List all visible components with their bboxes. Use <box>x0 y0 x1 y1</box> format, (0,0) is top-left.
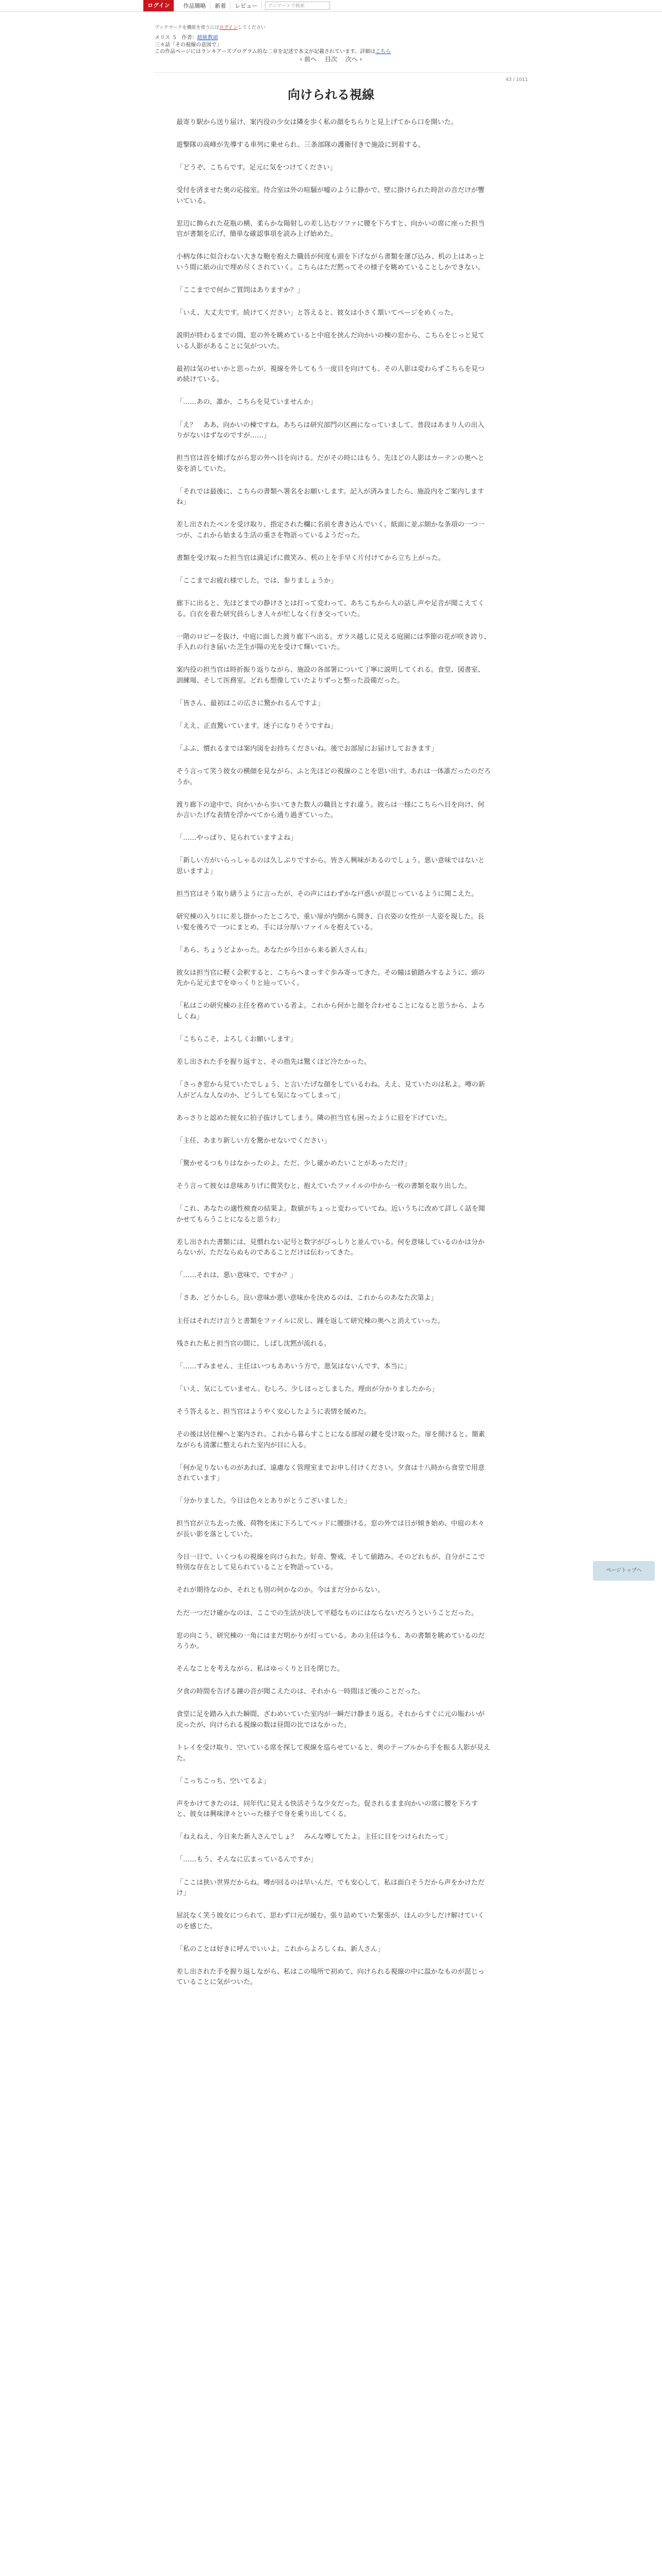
story-paragraph: 食堂に足を踏み入れた瞬間、ざわめいていた室内が一瞬だけ静まり返る。それからすぐに元の賑わいが戻ったが、向けられる視線の数は昼間の比ではなかった。 <box>176 1710 485 1729</box>
story-paragraph: 「ねえねえ、今日来た新人さんでしょ？ みんな噂してたよ。主任に目をつけられたって」 <box>176 1833 452 1841</box>
story-paragraph: 差し出されたペンを受け取り、指定された欄に名前を書き込んでいく。紙面に並ぶ細かな条項の一つ一つが、これから始まる生活の重さを物語っているようだった。 <box>176 521 485 539</box>
story-paragraph: 最初は気のせいかと思ったが、視線を外してもう一度目を向けても、その人影は変わらずこちらを見つめ続けている。 <box>176 365 485 384</box>
series-meta <box>155 33 218 41</box>
story-paragraph: 「……もう、そんなに広まっているんですか」 <box>176 1856 318 1864</box>
author-link[interactable]: 総統教頭 <box>197 35 218 41</box>
series-number: ５ <box>172 35 177 41</box>
notice-login-link[interactable]: ログイン <box>219 25 238 30</box>
story-paragraph: 「どうぞ、こちらです。足元に気をつけてください」 <box>176 164 337 172</box>
story-paragraph: そう答えると、担当官はようやく安心したように表情を緩めた。 <box>176 1408 371 1416</box>
story-paragraph: 夕食の時間を告げる鐘の音が聞こえたのは、それから一時間ほど後のことだった。 <box>176 1688 425 1696</box>
nav-item-2[interactable]: レビュー <box>230 2 262 10</box>
story-paragraph: 渡り廊下の途中で、向かいから歩いてきた数人の職員とすれ違う。彼らは一様にこちらへ目を向け、何か言いたげな表情を浮かべてから通り過ぎていった。 <box>176 801 485 820</box>
story-paragraph: 「さあ、どうかしら。良い意味か悪い意味かを決めるのは、これからのあなた次第よ」 <box>176 1294 438 1302</box>
prev-link[interactable]: ‹ 前へ <box>300 56 317 63</box>
story-paragraph: 「え？ ああ、向かいの棟ですね。あちらは研究部門の区画になっていまして、普段はあまり人の出入りがないはずなのですが……」 <box>176 421 485 440</box>
chapter-line: 三々話「その視線の意図で」 <box>155 42 222 48</box>
notice-text-before: ブックマークを機能を使うには <box>155 25 220 30</box>
story-paragraph: 「こっちこっち、空いてるよ」 <box>176 1777 270 1785</box>
story-paragraph: トレイを受け取り、空いている席を探して視線を巡らせていると、奥のテーブルから手を振る人影が見えた。 <box>176 1744 490 1762</box>
author-label: 作者： <box>181 35 197 41</box>
nav-item-0[interactable]: 作品簡略 <box>179 2 210 10</box>
story-paragraph: 担当官は首を傾げながら窓の外へ目を向ける。だがその時にはもう、先ほどの人影はカーテンの奥へと姿を消していた。 <box>176 454 485 473</box>
story-paragraph: 最寄り駅から送り届け、案内役の少女は隣を歩く私の顔をちらりと見上げてから口を開いた。 <box>176 118 458 126</box>
story-paragraph: 差し出された手を握り返しながら、私はこの場所で初めて、向けられる視線の中に温かなものが混じっていることに気がついた。 <box>176 1968 485 1987</box>
story-paragraph: 「こちらこそ、よろしくお願いします」 <box>176 1036 297 1043</box>
story-paragraph: 「さっき窓から見ていたでしょう、と言いたげな顔をしているわね。ええ、見ていたのは私よ。噂の新人がどんな人なのか、どうしても気になってしまって」 <box>176 1081 485 1099</box>
story-paragraph: 今日一日で、いくつもの視線を向けられた。好奇、警戒、そして値踏み。そのどれもが、自分がここで特別な存在として見られていることを物語っている。 <box>176 1553 485 1572</box>
story-paragraph: 説明が終わるまでの間、窓の外を眺めていると中庭を挟んだ向かいの棟の窓から、こちらをじっと見ている人影があることに気がついた。 <box>176 332 485 350</box>
promo-link[interactable]: こちら <box>375 49 391 55</box>
story-paragraph: 「あら、ちょうどよかった。あなたが今日から来る新人さんね」 <box>176 946 371 954</box>
story-paragraph: あっさりと認めた彼女に拍子抜けしてしまう。隣の担当官も困ったように眉を下げていた。 <box>176 1114 451 1122</box>
story-paragraph: 彼女は担当官に軽く会釈すると、こちらへまっすぐ歩み寄ってきた。その瞳は値踏みするように、頭の先から足元までをゆっくりと辿っていく。 <box>176 969 485 988</box>
bookmark-notice <box>155 24 266 30</box>
story-paragraph: 書類を受け取った担当官は満足げに微笑み、机の上を手早く片付けてから立ち上がった。 <box>176 554 445 562</box>
story-paragraph: 受付を済ませた奥の応接室。待合室は外の喧騒が嘘のように静かで、壁に掛けられた時計の音だけが響いている。 <box>176 187 485 205</box>
nav-item-1[interactable]: 新着 <box>210 2 230 10</box>
story-paragraph: 残された私と担当官の間に、しばし沈黙が流れる。 <box>176 1340 331 1348</box>
chapter-pager <box>0 55 662 63</box>
story-paragraph: 「ここまでお疲れ様でした。では、参りましょうか」 <box>176 577 338 585</box>
story-paragraph: 差し出された手を握り返すと、その指先は驚くほど冷たかった。 <box>176 1058 371 1066</box>
story-paragraph: そう言って笑う彼女の横顔を見ながら、ふと先ほどの視線のことを思い出す。あれは一体誰だったのだろうか。 <box>176 768 491 786</box>
promo-notice <box>155 47 391 55</box>
story-paragraph: 声をかけてきたのは、同年代に見える快活そうな少女だった。促されるまま向かいの席に腰を下ろすと、彼女は興味津々といった様子で身を乗り出してくる。 <box>176 1800 478 1819</box>
story-paragraph: 担当官はそう取り繕うように言ったが、その声にはわずかな戸惑いが混じっているように聞こえた。 <box>176 890 478 899</box>
page-top-button[interactable]: ページトップへ <box>593 1561 655 1581</box>
story-paragraph: 「ここまでで何かご質問はありますか？」 <box>176 286 304 295</box>
story-paragraph: それが期待なのか、それとも別の何かなのか。今はまだ分からない。 <box>176 1586 385 1595</box>
story-paragraph: 「いえ、気にしていません。むしろ、少しほっとしました。理由が分かりましたから」 <box>176 1385 439 1393</box>
story-paragraph: ただ一つだけ確かなのは、ここでの生活が決して平穏なものにはならないだろうということだった。 <box>176 1609 478 1617</box>
story-paragraph: そう言って彼女は意味ありげに微笑むと、抱えていたファイルの中から一枚の書類を取り出した。 <box>176 1182 471 1191</box>
story-paragraph: 「驚かせるつもりはなかったのよ。ただ、少し確かめたいことがあっただけ」 <box>176 1159 411 1167</box>
series-name[interactable]: メリス <box>155 35 170 41</box>
story-paragraph: 窓の向こう、研究棟の一角にはまだ明かりが灯っている。あの主任は今も、あの書類を眺めているのだろうか。 <box>176 1632 485 1651</box>
story-paragraph: 「ええ、正直驚いています。迷子になりそうですね」 <box>176 722 337 730</box>
story-paragraph: 「私のことは好きに呼んでいいよ。これからよろしくね、新人さん」 <box>176 1945 385 1953</box>
story-paragraph: 「これ、あなたの適性検査の結果よ。数値がちょっと変わっていてね。近いうちに改めて詳しく話を聞かせてもらうことになると思うわ」 <box>176 1205 485 1224</box>
story-paragraph: 差し出された書類には、見慣れない記号と数字がびっしりと並んでいる。何を意味しているのかは分からないが、ただならぬものであることだけは伝わってきた。 <box>176 1238 485 1257</box>
search-input[interactable]: アニマートで検索 <box>265 2 330 10</box>
top-nav <box>179 2 262 10</box>
story-paragraph: 一階のロビーを抜け、中庭に面した渡り廊下へ出る。ガラス越しに見える庭園には季節の花が咲き誇り、手入れの行き届いた芝生が陽の光を受けて輝いていた。 <box>176 633 491 652</box>
story-paragraph: 「それでは最後に、こちらの書類へ署名をお願いします。記入が済みましたら、施設内をご案内しますね」 <box>176 487 484 506</box>
story-paragraph: 「新しい方がいらっしゃるのは久しぶりですから。皆さん興味があるのでしょう。悪い意味ではないと思いますよ」 <box>176 857 485 875</box>
story-paragraph: 「……やっぱり、見られていますよね」 <box>176 834 297 842</box>
next-link[interactable]: 次へ › <box>345 56 362 63</box>
story-paragraph: 「ここは狭い世界だからね。噂が回るのは早いんだ。でも安心して、私は面白そうだから声をかけただけ」 <box>176 1878 485 1897</box>
story-paragraph: 「ふふ、慣れるまでは案内図をお持ちくださいね。後でお部屋にお届けしておきます」 <box>176 745 438 753</box>
story-paragraph: そんなことを考えながら、私はゆっくりと目を閉じた。 <box>176 1665 344 1673</box>
story-paragraph: 担当官が立ち去った後、荷物を床に下ろしてベッドに腰掛ける。窓の外では日が傾き始め、中庭の木々が長い影を落としていた。 <box>176 1520 485 1538</box>
story-paragraph: 屈託なく笑う彼女につられて、思わず口元が緩む。張り詰めていた緊張が、ほんの少しだけ解けていくのを感じた。 <box>176 1912 485 1930</box>
story-paragraph: 廊下に出ると、先ほどまでの静けさとは打って変わって、あちこちから人の話し声や足音が聞こえてくる。白衣を着た研究員らしき人々が忙しなく行き交っていた。 <box>176 600 485 618</box>
story-paragraph: その後は居住棟へと案内され、これから暮らすことになる部屋の鍵を受け取った。扉を開けると、簡素ながらも清潔に整えられた室内が目に入る。 <box>176 1431 485 1449</box>
story-paragraph: 遊撃隊の高峰が先導する車列に乗せられ、三条部隊の護衛付きで施設に到着する。 <box>176 141 425 149</box>
story-body <box>176 117 491 2000</box>
story-paragraph: 「……すみません、主任はいつもああいう方で。悪気はないんです、本当に」 <box>176 1362 411 1370</box>
notice-text-after: してください <box>237 25 266 30</box>
story-paragraph: 案内役の担当官は時折振り返りながら、施設の各部署について丁寧に説明してくれる。食堂、図書室、訓練場、そして医務室。どれも想像していたよりずっと整った設備だった。 <box>176 666 485 685</box>
story-paragraph: 窓辺に飾られた花瓶の横、柔らかな陽射しの差し込むソファに腰を下ろすと、向かいの席に座った担当官が書類を広げ、簡単な確認事項を読み上げ始めた。 <box>176 219 485 239</box>
story-paragraph: 「……あの、誰か、こちらを見ていませんか」 <box>176 398 317 406</box>
top-bar <box>0 0 662 12</box>
story-paragraph: 主任はそれだけ言うと書類をファイルに戻し、踵を返して研究棟の奥へと消えていった。 <box>176 1317 444 1325</box>
story-paragraph: 「いえ、大丈夫です。続けてください」と答えると、彼女は小さく頷いてページをめくった。 <box>176 309 458 317</box>
story-paragraph: 「……それは、悪い意味で、ですか？」 <box>176 1272 297 1280</box>
story-paragraph: 研究棟の入り口に差し掛かったところで、重い扉が内側から開き、白衣姿の女性が一人姿を現した。長い髪を後ろで一つにまとめ、手には分厚いファイルを抱えている。 <box>176 913 485 931</box>
story-paragraph: 「主任、あまり新しい方を驚かせないでください」 <box>176 1137 331 1145</box>
story-paragraph: 小柄な体に似合わない大きな鞄を抱えた職員が何度も頭を下げながら書類を運び込み、机の上はあっという間に紙の山で埋め尽くされていく。こちらはただ黙ってその様子を眺めていることしかできない。 <box>176 253 485 272</box>
story-paragraph: 「何か足りないものがあれば、遠慮なく管理室までお申し付けください。夕食は十八時から食堂で用意されています」 <box>176 1464 485 1483</box>
login-button[interactable]: ログイン <box>143 0 174 11</box>
story-paragraph: 「皆さん、最初はこの広さに驚かれるんですよ」 <box>176 699 324 707</box>
story-paragraph: 「分かりました。今日は色々とありがとうございました」 <box>176 1497 351 1505</box>
toc-link[interactable]: 目次 <box>324 56 337 63</box>
story-paragraph: 「私はこの研究棟の主任を務めている者よ。これから何かと顔を合わせることになると思うから、よろしくね」 <box>176 1002 485 1021</box>
page-title: 向けられる視線 <box>288 88 374 102</box>
page-number: 43 / 1011 <box>505 77 528 82</box>
promo-text: この作品ページにはランキアーズプログラム的な二章を記述で本文が記載されています。詳細は <box>155 49 376 55</box>
divider <box>155 72 528 73</box>
